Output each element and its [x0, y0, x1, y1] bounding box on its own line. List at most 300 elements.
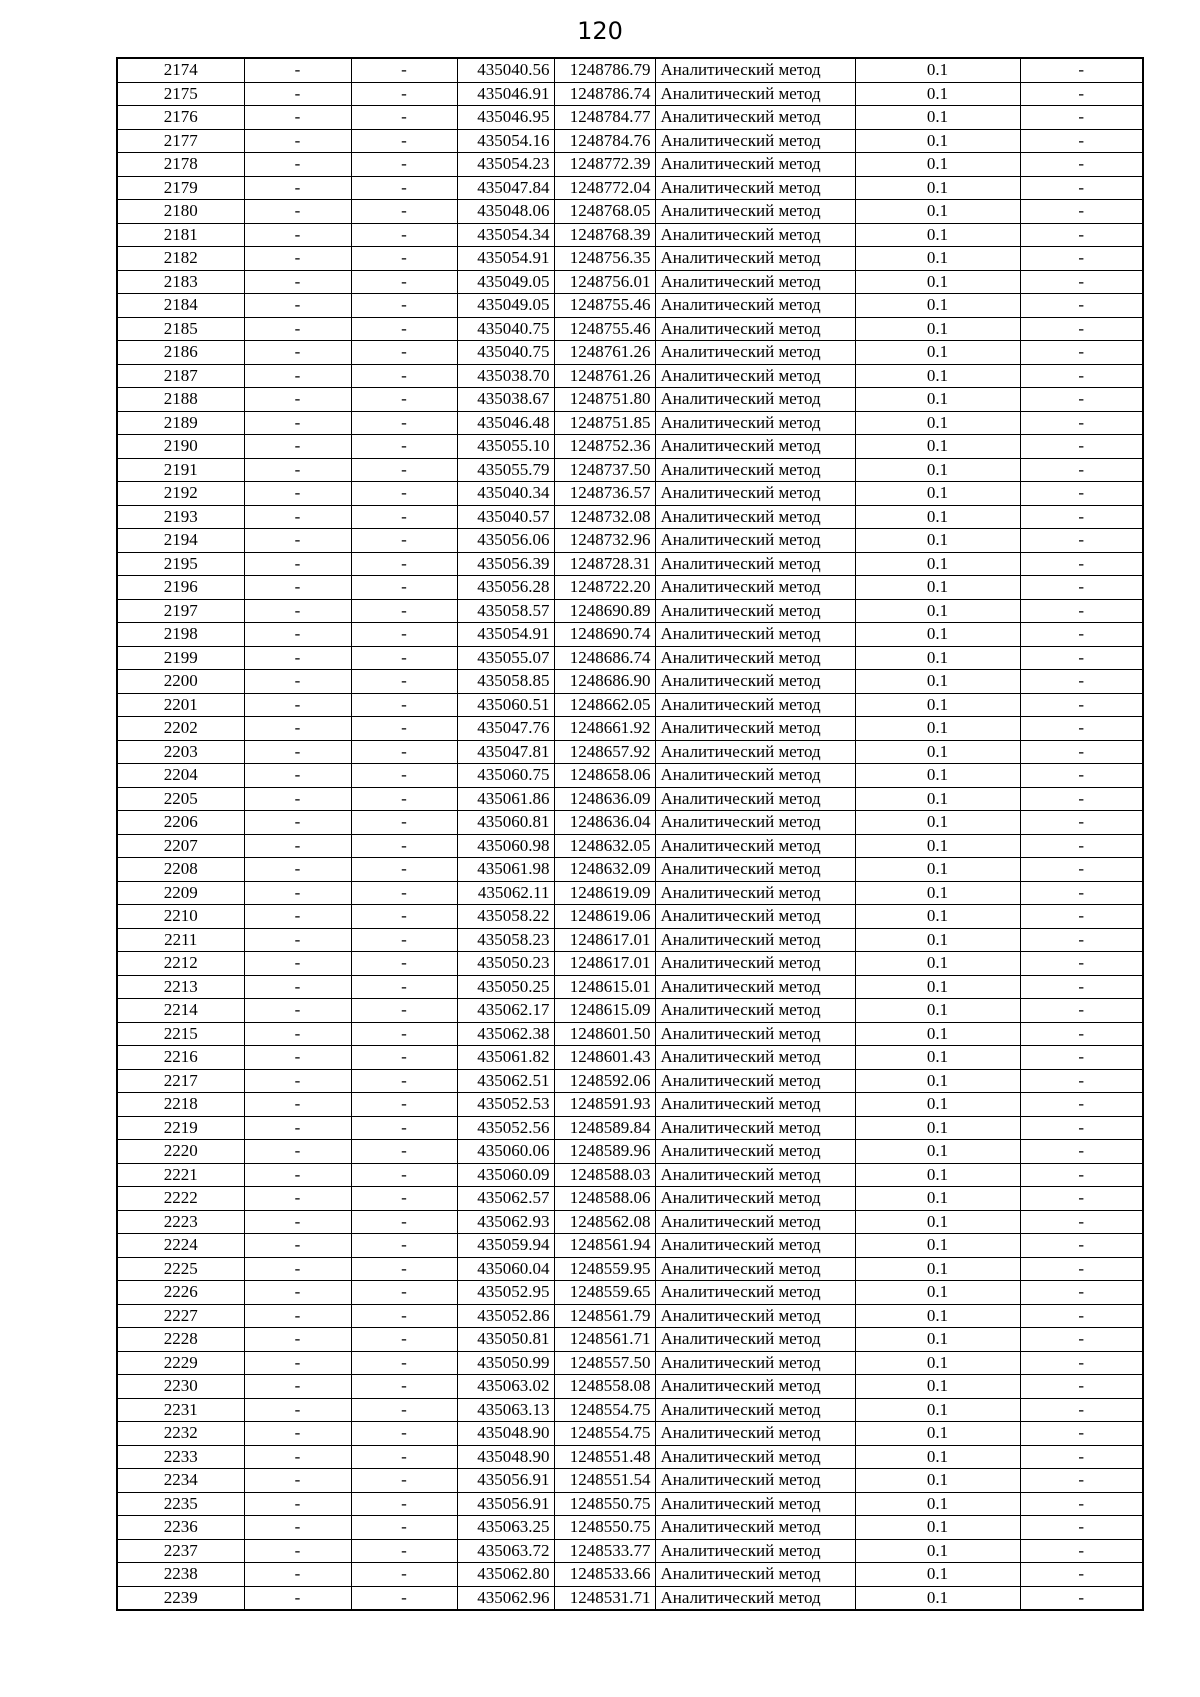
blank-cell-3: -	[1020, 1516, 1143, 1540]
accuracy-cell: 0.1	[855, 881, 1020, 905]
method-cell: Аналитический метод	[655, 1375, 855, 1399]
point-number-cell: 2198	[117, 623, 244, 647]
table-row	[117, 1187, 1143, 1211]
blank-cell-2: -	[351, 1375, 457, 1399]
blank-cell-2: -	[351, 1187, 457, 1211]
blank-cell-3: -	[1020, 200, 1143, 224]
blank-cell-3: -	[1020, 693, 1143, 717]
accuracy-cell: 0.1	[855, 411, 1020, 435]
y-coordinate-cell: 1248551.54	[554, 1469, 655, 1493]
blank-cell-3: -	[1020, 341, 1143, 365]
y-coordinate-cell: 1248551.48	[554, 1445, 655, 1469]
method-cell: Аналитический метод	[655, 1445, 855, 1469]
blank-cell-3: -	[1020, 294, 1143, 318]
blank-cell-2: -	[351, 975, 457, 999]
point-number-cell: 2208	[117, 858, 244, 882]
blank-cell-2: -	[351, 270, 457, 294]
y-coordinate-cell: 1248761.26	[554, 364, 655, 388]
table-row	[117, 1116, 1143, 1140]
accuracy-cell: 0.1	[855, 928, 1020, 952]
method-cell: Аналитический метод	[655, 1281, 855, 1305]
blank-cell-2: -	[351, 646, 457, 670]
accuracy-cell: 0.1	[855, 247, 1020, 271]
y-coordinate-cell: 1248559.95	[554, 1257, 655, 1281]
table-row	[117, 1586, 1143, 1610]
method-cell: Аналитический метод	[655, 82, 855, 106]
blank-cell-3: -	[1020, 1539, 1143, 1563]
table-row	[117, 623, 1143, 647]
x-coordinate-cell: 435060.51	[457, 693, 554, 717]
blank-cell-3: -	[1020, 82, 1143, 106]
y-coordinate-cell: 1248591.93	[554, 1093, 655, 1117]
blank-cell-3: -	[1020, 928, 1143, 952]
blank-cell-1: -	[244, 717, 351, 741]
x-coordinate-cell: 435052.56	[457, 1116, 554, 1140]
accuracy-cell: 0.1	[855, 1328, 1020, 1352]
blank-cell-3: -	[1020, 623, 1143, 647]
method-cell: Аналитический метод	[655, 623, 855, 647]
y-coordinate-cell: 1248751.85	[554, 411, 655, 435]
x-coordinate-cell: 435058.22	[457, 905, 554, 929]
accuracy-cell: 0.1	[855, 270, 1020, 294]
x-coordinate-cell: 435062.38	[457, 1022, 554, 1046]
blank-cell-1: -	[244, 1257, 351, 1281]
table-row	[117, 435, 1143, 459]
y-coordinate-cell: 1248550.75	[554, 1492, 655, 1516]
table-row	[117, 740, 1143, 764]
y-coordinate-cell: 1248557.50	[554, 1351, 655, 1375]
method-cell: Аналитический метод	[655, 670, 855, 694]
point-number-cell: 2188	[117, 388, 244, 412]
blank-cell-2: -	[351, 1351, 457, 1375]
x-coordinate-cell: 435054.23	[457, 153, 554, 177]
table-row	[117, 881, 1143, 905]
method-cell: Аналитический метод	[655, 975, 855, 999]
accuracy-cell: 0.1	[855, 153, 1020, 177]
point-number-cell: 2176	[117, 106, 244, 130]
blank-cell-2: -	[351, 1469, 457, 1493]
blank-cell-3: -	[1020, 1492, 1143, 1516]
accuracy-cell: 0.1	[855, 1445, 1020, 1469]
x-coordinate-cell: 435046.48	[457, 411, 554, 435]
x-coordinate-cell: 435048.90	[457, 1422, 554, 1446]
blank-cell-3: -	[1020, 599, 1143, 623]
table-row	[117, 787, 1143, 811]
y-coordinate-cell: 1248559.65	[554, 1281, 655, 1305]
x-coordinate-cell: 435060.06	[457, 1140, 554, 1164]
table-row	[117, 1281, 1143, 1305]
blank-cell-1: -	[244, 670, 351, 694]
accuracy-cell: 0.1	[855, 529, 1020, 553]
accuracy-cell: 0.1	[855, 1281, 1020, 1305]
blank-cell-1: -	[244, 482, 351, 506]
point-number-cell: 2205	[117, 787, 244, 811]
y-coordinate-cell: 1248561.71	[554, 1328, 655, 1352]
table-row	[117, 905, 1143, 929]
method-cell: Аналитический метод	[655, 411, 855, 435]
blank-cell-1: -	[244, 693, 351, 717]
point-number-cell: 2192	[117, 482, 244, 506]
table-row	[117, 200, 1143, 224]
accuracy-cell: 0.1	[855, 1563, 1020, 1587]
blank-cell-2: -	[351, 952, 457, 976]
blank-cell-2: -	[351, 670, 457, 694]
y-coordinate-cell: 1248554.75	[554, 1398, 655, 1422]
blank-cell-2: -	[351, 529, 457, 553]
x-coordinate-cell: 435060.09	[457, 1163, 554, 1187]
blank-cell-3: -	[1020, 787, 1143, 811]
point-number-cell: 2183	[117, 270, 244, 294]
table-row	[117, 1140, 1143, 1164]
y-coordinate-cell: 1248617.01	[554, 928, 655, 952]
blank-cell-3: -	[1020, 1304, 1143, 1328]
table-row	[117, 834, 1143, 858]
x-coordinate-cell: 435062.57	[457, 1187, 554, 1211]
blank-cell-1: -	[244, 270, 351, 294]
method-cell: Аналитический метод	[655, 1116, 855, 1140]
table-row	[117, 975, 1143, 999]
x-coordinate-cell: 435049.05	[457, 294, 554, 318]
blank-cell-3: -	[1020, 388, 1143, 412]
table-row	[117, 1328, 1143, 1352]
method-cell: Аналитический метод	[655, 223, 855, 247]
y-coordinate-cell: 1248755.46	[554, 294, 655, 318]
method-cell: Аналитический метод	[655, 928, 855, 952]
table-row	[117, 1539, 1143, 1563]
accuracy-cell: 0.1	[855, 1140, 1020, 1164]
blank-cell-3: -	[1020, 1046, 1143, 1070]
x-coordinate-cell: 435047.76	[457, 717, 554, 741]
y-coordinate-cell: 1248588.03	[554, 1163, 655, 1187]
blank-cell-2: -	[351, 623, 457, 647]
y-coordinate-cell: 1248615.09	[554, 999, 655, 1023]
table-row	[117, 106, 1143, 130]
point-number-cell: 2237	[117, 1539, 244, 1563]
x-coordinate-cell: 435050.23	[457, 952, 554, 976]
blank-cell-2: -	[351, 1492, 457, 1516]
y-coordinate-cell: 1248686.90	[554, 670, 655, 694]
table-row	[117, 505, 1143, 529]
blank-cell-2: -	[351, 200, 457, 224]
blank-cell-3: -	[1020, 505, 1143, 529]
blank-cell-2: -	[351, 1563, 457, 1587]
x-coordinate-cell: 435040.56	[457, 58, 554, 82]
blank-cell-1: -	[244, 1140, 351, 1164]
y-coordinate-cell: 1248690.74	[554, 623, 655, 647]
table-row	[117, 1422, 1143, 1446]
table-row	[117, 270, 1143, 294]
y-coordinate-cell: 1248588.06	[554, 1187, 655, 1211]
coordinates-table-body	[117, 58, 1143, 1610]
y-coordinate-cell: 1248755.46	[554, 317, 655, 341]
blank-cell-1: -	[244, 1234, 351, 1258]
blank-cell-1: -	[244, 1022, 351, 1046]
accuracy-cell: 0.1	[855, 1257, 1020, 1281]
accuracy-cell: 0.1	[855, 58, 1020, 82]
blank-cell-2: -	[351, 905, 457, 929]
method-cell: Аналитический метод	[655, 740, 855, 764]
point-number-cell: 2186	[117, 341, 244, 365]
blank-cell-1: -	[244, 1069, 351, 1093]
blank-cell-2: -	[351, 1116, 457, 1140]
x-coordinate-cell: 435052.86	[457, 1304, 554, 1328]
blank-cell-2: -	[351, 999, 457, 1023]
table-row	[117, 247, 1143, 271]
blank-cell-1: -	[244, 975, 351, 999]
blank-cell-3: -	[1020, 740, 1143, 764]
accuracy-cell: 0.1	[855, 317, 1020, 341]
blank-cell-2: -	[351, 599, 457, 623]
blank-cell-3: -	[1020, 58, 1143, 82]
blank-cell-1: -	[244, 1046, 351, 1070]
blank-cell-3: -	[1020, 975, 1143, 999]
point-number-cell: 2228	[117, 1328, 244, 1352]
y-coordinate-cell: 1248550.75	[554, 1516, 655, 1540]
blank-cell-2: -	[351, 740, 457, 764]
blank-cell-1: -	[244, 129, 351, 153]
accuracy-cell: 0.1	[855, 435, 1020, 459]
blank-cell-3: -	[1020, 247, 1143, 271]
table-row	[117, 482, 1143, 506]
point-number-cell: 2234	[117, 1469, 244, 1493]
blank-cell-2: -	[351, 1210, 457, 1234]
point-number-cell: 2212	[117, 952, 244, 976]
blank-cell-3: -	[1020, 1375, 1143, 1399]
accuracy-cell: 0.1	[855, 1046, 1020, 1070]
blank-cell-1: -	[244, 811, 351, 835]
x-coordinate-cell: 435058.23	[457, 928, 554, 952]
blank-cell-1: -	[244, 294, 351, 318]
accuracy-cell: 0.1	[855, 82, 1020, 106]
point-number-cell: 2187	[117, 364, 244, 388]
accuracy-cell: 0.1	[855, 740, 1020, 764]
point-number-cell: 2189	[117, 411, 244, 435]
y-coordinate-cell: 1248657.92	[554, 740, 655, 764]
blank-cell-3: -	[1020, 529, 1143, 553]
blank-cell-1: -	[244, 1351, 351, 1375]
x-coordinate-cell: 435052.95	[457, 1281, 554, 1305]
point-number-cell: 2216	[117, 1046, 244, 1070]
point-number-cell: 2220	[117, 1140, 244, 1164]
method-cell: Аналитический метод	[655, 505, 855, 529]
method-cell: Аналитический метод	[655, 1022, 855, 1046]
method-cell: Аналитический метод	[655, 1351, 855, 1375]
x-coordinate-cell: 435038.67	[457, 388, 554, 412]
method-cell: Аналитический метод	[655, 858, 855, 882]
x-coordinate-cell: 435060.98	[457, 834, 554, 858]
blank-cell-1: -	[244, 787, 351, 811]
x-coordinate-cell: 435062.11	[457, 881, 554, 905]
point-number-cell: 2206	[117, 811, 244, 835]
accuracy-cell: 0.1	[855, 1069, 1020, 1093]
accuracy-cell: 0.1	[855, 458, 1020, 482]
table-row	[117, 1257, 1143, 1281]
blank-cell-3: -	[1020, 411, 1143, 435]
point-number-cell: 2197	[117, 599, 244, 623]
x-coordinate-cell: 435056.91	[457, 1469, 554, 1493]
method-cell: Аналитический метод	[655, 811, 855, 835]
blank-cell-1: -	[244, 1563, 351, 1587]
table-row	[117, 646, 1143, 670]
table-row	[117, 764, 1143, 788]
y-coordinate-cell: 1248752.36	[554, 435, 655, 459]
blank-cell-1: -	[244, 1304, 351, 1328]
method-cell: Аналитический метод	[655, 1422, 855, 1446]
method-cell: Аналитический метод	[655, 646, 855, 670]
y-coordinate-cell: 1248736.57	[554, 482, 655, 506]
x-coordinate-cell: 435047.81	[457, 740, 554, 764]
blank-cell-2: -	[351, 717, 457, 741]
y-coordinate-cell: 1248658.06	[554, 764, 655, 788]
method-cell: Аналитический метод	[655, 435, 855, 459]
point-number-cell: 2204	[117, 764, 244, 788]
blank-cell-2: -	[351, 1257, 457, 1281]
blank-cell-2: -	[351, 176, 457, 200]
method-cell: Аналитический метод	[655, 200, 855, 224]
method-cell: Аналитический метод	[655, 1093, 855, 1117]
y-coordinate-cell: 1248619.06	[554, 905, 655, 929]
blank-cell-2: -	[351, 317, 457, 341]
x-coordinate-cell: 435060.04	[457, 1257, 554, 1281]
method-cell: Аналитический метод	[655, 153, 855, 177]
y-coordinate-cell: 1248756.35	[554, 247, 655, 271]
blank-cell-3: -	[1020, 999, 1143, 1023]
table-row	[117, 1398, 1143, 1422]
x-coordinate-cell: 435061.86	[457, 787, 554, 811]
x-coordinate-cell: 435061.82	[457, 1046, 554, 1070]
blank-cell-1: -	[244, 317, 351, 341]
accuracy-cell: 0.1	[855, 1469, 1020, 1493]
blank-cell-1: -	[244, 223, 351, 247]
blank-cell-3: -	[1020, 811, 1143, 835]
table-row	[117, 411, 1143, 435]
blank-cell-1: -	[244, 153, 351, 177]
table-row	[117, 1069, 1143, 1093]
blank-cell-3: -	[1020, 764, 1143, 788]
table-row	[117, 858, 1143, 882]
table-row	[117, 294, 1143, 318]
blank-cell-3: -	[1020, 270, 1143, 294]
method-cell: Аналитический метод	[655, 1163, 855, 1187]
point-number-cell: 2175	[117, 82, 244, 106]
accuracy-cell: 0.1	[855, 129, 1020, 153]
blank-cell-2: -	[351, 1586, 457, 1610]
table-row	[117, 999, 1143, 1023]
point-number-cell: 2225	[117, 1257, 244, 1281]
x-coordinate-cell: 435047.84	[457, 176, 554, 200]
point-number-cell: 2181	[117, 223, 244, 247]
blank-cell-2: -	[351, 1304, 457, 1328]
y-coordinate-cell: 1248601.43	[554, 1046, 655, 1070]
accuracy-cell: 0.1	[855, 294, 1020, 318]
table-row	[117, 811, 1143, 835]
x-coordinate-cell: 435059.94	[457, 1234, 554, 1258]
blank-cell-1: -	[244, 1492, 351, 1516]
x-coordinate-cell: 435040.75	[457, 317, 554, 341]
point-number-cell: 2203	[117, 740, 244, 764]
method-cell: Аналитический метод	[655, 905, 855, 929]
accuracy-cell: 0.1	[855, 1234, 1020, 1258]
blank-cell-3: -	[1020, 435, 1143, 459]
point-number-cell: 2201	[117, 693, 244, 717]
method-cell: Аналитический метод	[655, 1069, 855, 1093]
method-cell: Аналитический метод	[655, 834, 855, 858]
point-number-cell: 2238	[117, 1563, 244, 1587]
blank-cell-1: -	[244, 1586, 351, 1610]
point-number-cell: 2219	[117, 1116, 244, 1140]
blank-cell-1: -	[244, 1281, 351, 1305]
accuracy-cell: 0.1	[855, 1422, 1020, 1446]
y-coordinate-cell: 1248661.92	[554, 717, 655, 741]
blank-cell-1: -	[244, 1469, 351, 1493]
y-coordinate-cell: 1248768.05	[554, 200, 655, 224]
table-row	[117, 599, 1143, 623]
point-number-cell: 2196	[117, 576, 244, 600]
blank-cell-3: -	[1020, 717, 1143, 741]
x-coordinate-cell: 435050.81	[457, 1328, 554, 1352]
blank-cell-2: -	[351, 1069, 457, 1093]
table-row	[117, 576, 1143, 600]
method-cell: Аналитический метод	[655, 881, 855, 905]
table-row	[117, 129, 1143, 153]
accuracy-cell: 0.1	[855, 552, 1020, 576]
accuracy-cell: 0.1	[855, 599, 1020, 623]
x-coordinate-cell: 435058.85	[457, 670, 554, 694]
blank-cell-3: -	[1020, 834, 1143, 858]
blank-cell-2: -	[351, 1163, 457, 1187]
blank-cell-1: -	[244, 881, 351, 905]
blank-cell-2: -	[351, 787, 457, 811]
point-number-cell: 2221	[117, 1163, 244, 1187]
y-coordinate-cell: 1248636.09	[554, 787, 655, 811]
blank-cell-1: -	[244, 1445, 351, 1469]
y-coordinate-cell: 1248732.96	[554, 529, 655, 553]
method-cell: Аналитический метод	[655, 1586, 855, 1610]
table-row	[117, 928, 1143, 952]
table-row	[117, 176, 1143, 200]
blank-cell-3: -	[1020, 881, 1143, 905]
table-row	[117, 1469, 1143, 1493]
table-row	[117, 1492, 1143, 1516]
method-cell: Аналитический метод	[655, 247, 855, 271]
blank-cell-1: -	[244, 505, 351, 529]
y-coordinate-cell: 1248786.79	[554, 58, 655, 82]
point-number-cell: 2202	[117, 717, 244, 741]
blank-cell-1: -	[244, 106, 351, 130]
blank-cell-3: -	[1020, 1093, 1143, 1117]
accuracy-cell: 0.1	[855, 1163, 1020, 1187]
method-cell: Аналитический метод	[655, 1046, 855, 1070]
method-cell: Аналитический метод	[655, 764, 855, 788]
point-number-cell: 2236	[117, 1516, 244, 1540]
y-coordinate-cell: 1248562.08	[554, 1210, 655, 1234]
point-number-cell: 2224	[117, 1234, 244, 1258]
table-row	[117, 670, 1143, 694]
point-number-cell: 2231	[117, 1398, 244, 1422]
x-coordinate-cell: 435056.39	[457, 552, 554, 576]
accuracy-cell: 0.1	[855, 200, 1020, 224]
blank-cell-1: -	[244, 388, 351, 412]
accuracy-cell: 0.1	[855, 834, 1020, 858]
x-coordinate-cell: 435061.98	[457, 858, 554, 882]
accuracy-cell: 0.1	[855, 505, 1020, 529]
y-coordinate-cell: 1248619.09	[554, 881, 655, 905]
x-coordinate-cell: 435049.05	[457, 270, 554, 294]
blank-cell-3: -	[1020, 1234, 1143, 1258]
point-number-cell: 2179	[117, 176, 244, 200]
point-number-cell: 2233	[117, 1445, 244, 1469]
blank-cell-2: -	[351, 858, 457, 882]
